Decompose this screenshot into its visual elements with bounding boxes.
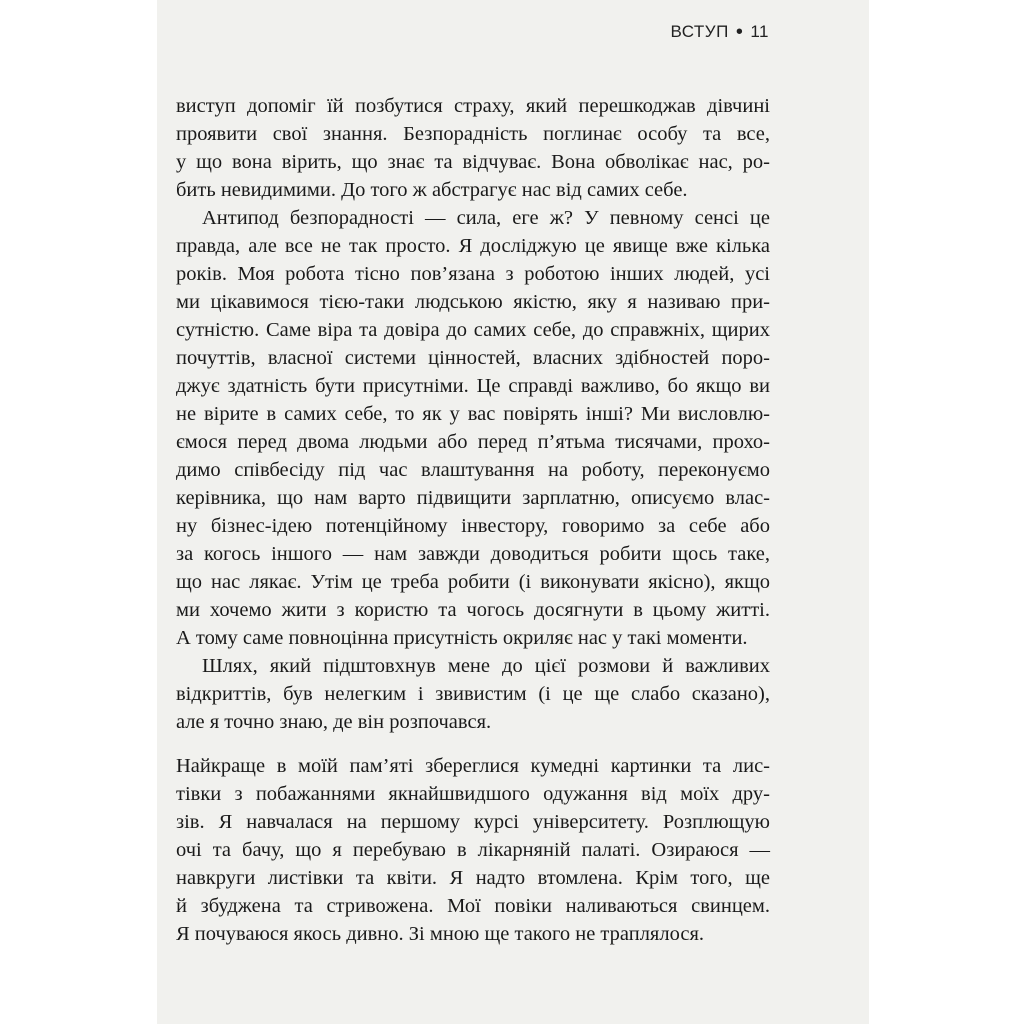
- text-line: Найкраще в моїй пам’яті збереглися кумедні картинки та лис-: [176, 755, 770, 777]
- text-line: Шлях, який підштовхнув мене до цієї розмови й важливих: [202, 655, 770, 677]
- text-line: правда, але все не так просто. Я досліджую це явище вже кілька: [176, 235, 770, 257]
- text-line: виступ допоміг їй позбутися страху, який перешкоджав дівчині: [176, 95, 770, 117]
- text-line: Я почуваюся якось дивно. Зі мною ще такого не траплялося.: [176, 923, 704, 945]
- text-line: проявити свої знання. Безпорадність поглинає особу та все,: [176, 123, 770, 145]
- text-line: А тому саме повноцінна присутність окриляє нас у такі моменти.: [176, 627, 748, 649]
- text-line: димо співбесіду під час влаштування на роботу, переконуємо: [176, 459, 770, 481]
- text-block-section: [176, 752, 770, 948]
- text-line: й збуджена та стривожена. Мої повіки наливаються свинцем.: [176, 895, 770, 917]
- text-line: навкруги листівки та квіти. Я надто втомлена. Крім того, ще: [176, 867, 770, 889]
- text-line: почуттів, власної системи цінностей, власних здібностей поро-: [176, 347, 770, 369]
- text-line: за когось іншого — нам завжди доводиться робити щось таке,: [176, 543, 770, 565]
- section-title: ВСТУП: [670, 22, 729, 41]
- text-line: бить невидимими. До того ж абстрагує нас від самих себе.: [176, 179, 688, 201]
- text-line: ми хочемо жити з користю та чогось досягнути в цьому житті.: [176, 599, 770, 621]
- text-line: тівки з побажаннями якнайшвидшого одужання від моїх дру-: [176, 783, 770, 805]
- paragraph: [176, 652, 770, 736]
- text-line: років. Моя робота тісно пов’язана з роботою інших людей, усі: [176, 263, 770, 285]
- text-line: сутністю. Саме віра та довіра до самих себе, до справжніх, щирих: [176, 319, 770, 341]
- text-line: але я точно знаю, де він розпочався.: [176, 711, 492, 733]
- text-line: Антипод безпорадності — сила, еге ж? У певному сенсі це: [202, 207, 770, 229]
- text-line: що нас лякає. Утім це треба робити (і виконувати якісно), якщо: [176, 571, 770, 593]
- text-line: ми цікавимося тією-таки людською якістю, яку я називаю при-: [176, 291, 770, 313]
- text-line: джує здатність бути присутніми. Це справді важливо, бо якщо ви: [176, 375, 770, 397]
- text-line: очі та бачу, що я перебуваю в лікарняній палаті. Озираюся —: [176, 839, 770, 861]
- page-number: 11: [750, 22, 769, 41]
- paragraph: [176, 92, 770, 204]
- text-line: відкриттів, був нелегким і звивистим (і це ще слабо сказано),: [176, 683, 770, 705]
- text-line: ну бізнес-ідею потенційному інвестору, говоримо за себе або: [176, 515, 770, 537]
- text-line: зів. Я навчалася на першому курсі університету. Розплющую: [176, 811, 770, 833]
- bullet-separator: •: [735, 21, 744, 43]
- paragraph: [176, 204, 770, 652]
- text-line: ємося перед двома людьми або перед п’ятьма тисячами, прохо-: [176, 431, 770, 453]
- text-line: не вірите в самих себе, то як у вас повірять інші? Ми висловлю-: [176, 403, 770, 425]
- text-line: керівника, що нам варто підвищити зарплатню, описуємо влас-: [176, 487, 770, 509]
- paragraph: [176, 752, 770, 948]
- text-block-main: [176, 92, 770, 736]
- running-head: [670, 22, 769, 42]
- text-line: у що вона вірить, що знає та відчуває. Вона обволікає нас, ро-: [176, 151, 770, 173]
